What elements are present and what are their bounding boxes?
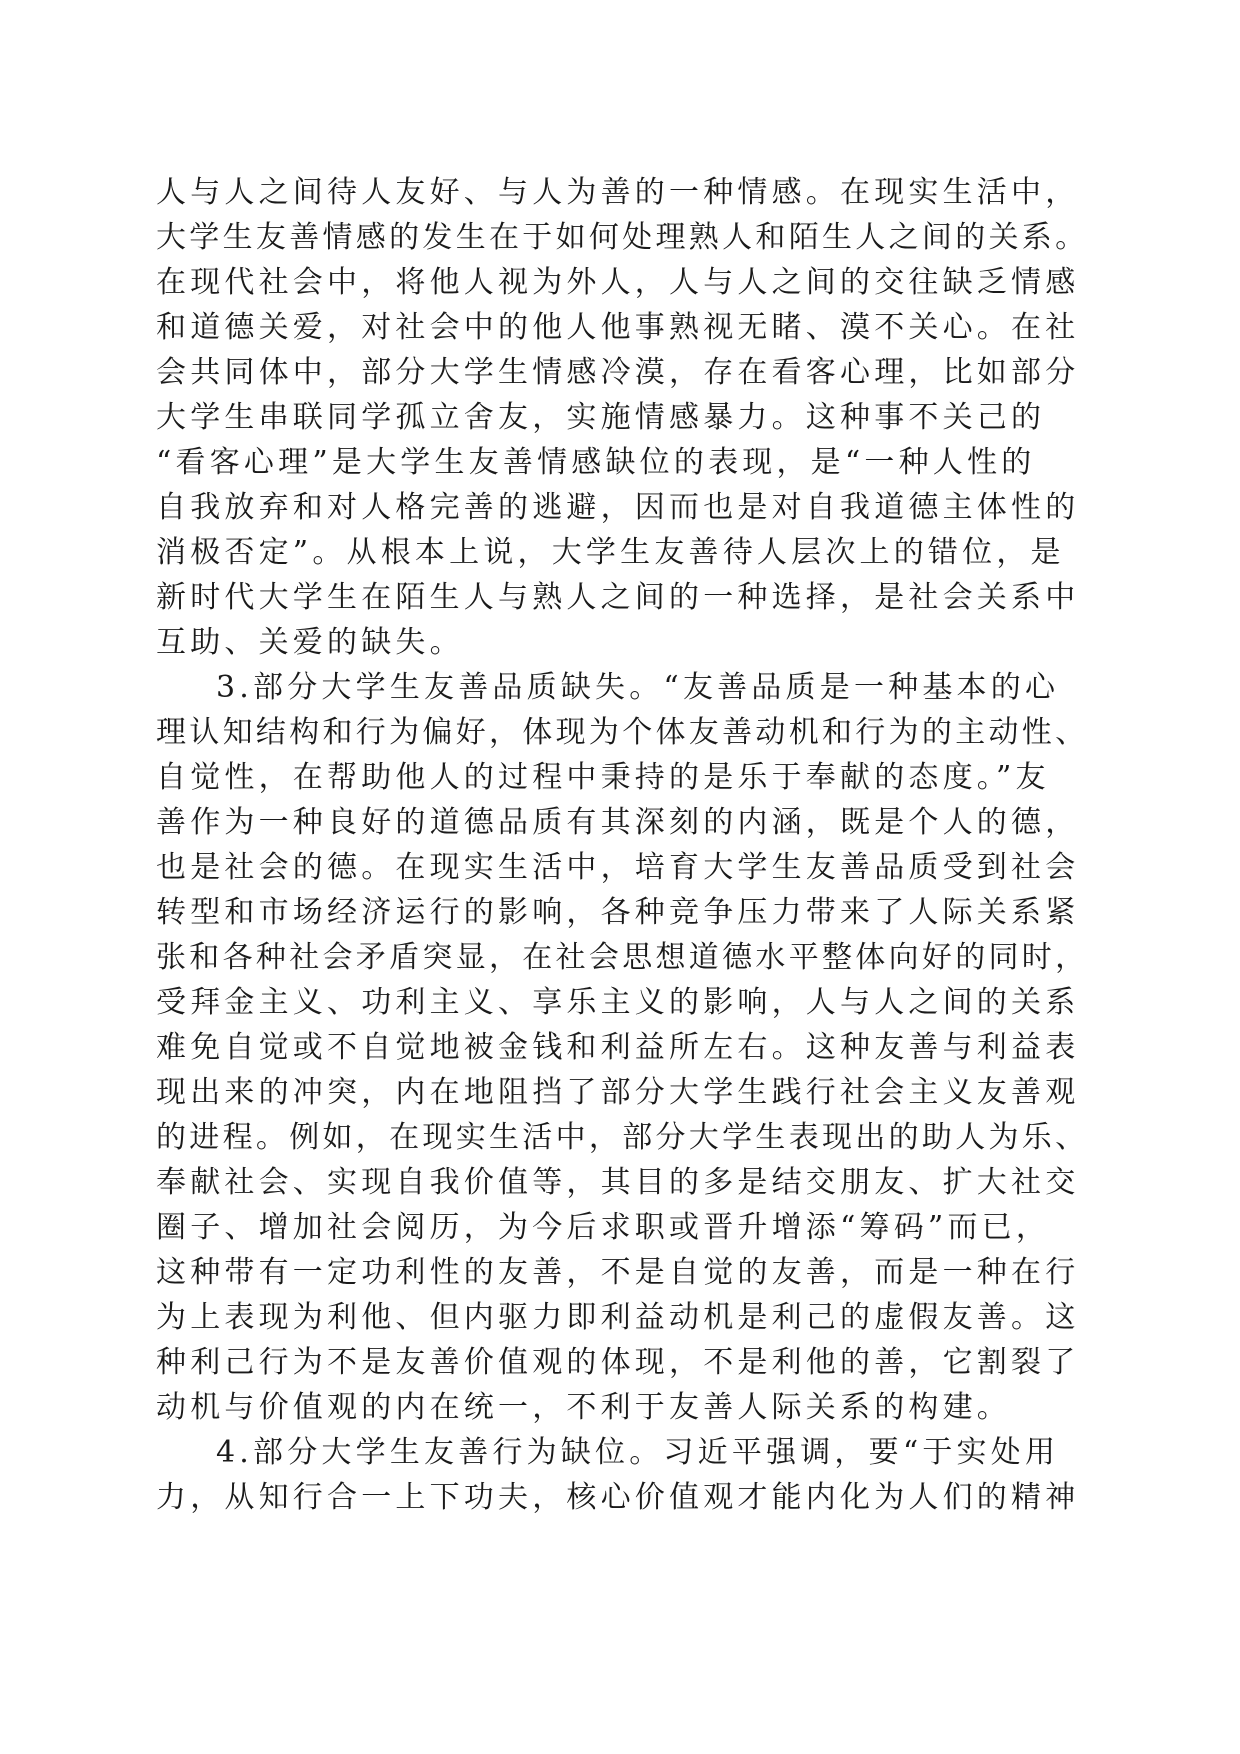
text-line: 力，从知行合一上下功夫，核心价值观才能内化为人们的精神 xyxy=(156,1480,1080,1515)
text-line: 这种带有一定功利性的友善，不是自觉的友善，而是一种在行 xyxy=(156,1255,1080,1290)
text-line: 会共同体中，部分大学生情感冷漠，存在看客心理，比如部分 xyxy=(156,355,1080,390)
text-line: 3.部分大学生友善品质缺失。“友善品质是一种基本的心 xyxy=(216,670,1060,705)
text-line: 大学生友善情感的发生在于如何处理熟人和陌生人之间的关系。 xyxy=(156,220,1089,255)
text-line: 互助、关爱的缺失。 xyxy=(156,625,464,660)
text-line: 也是社会的德。在现实生活中，培育大学生友善品质受到社会 xyxy=(156,850,1080,885)
text-line: 种利己行为不是友善价值观的体现，不是利他的善，它割裂了 xyxy=(156,1345,1080,1380)
text-line: 奉献社会、实现自我价值等，其目的多是结交朋友、扩大社交 xyxy=(156,1165,1080,1200)
text-line: 自我放弃和对人格完善的逃避，因而也是对自我道德主体性的 xyxy=(156,490,1080,525)
text-line: “看客心理”是大学生友善情感缺位的表现，是“一种人性的 xyxy=(156,445,1036,480)
text-line: 受拜金主义、功利主义、享乐主义的影响，人与人之间的关系 xyxy=(156,985,1080,1020)
text-line: 大学生串联同学孤立舍友，实施情感暴力。这种事不关己的 xyxy=(156,400,1046,435)
text-line: 为上表现为利他、但内驱力即利益动机是利己的虚假友善。这 xyxy=(156,1300,1080,1335)
text-line: 转型和市场经济运行的影响，各种竞争压力带来了人际关系紧 xyxy=(156,895,1080,930)
text-line: 人与人之间待人友好、与人为善的一种情感。在现实生活中， xyxy=(156,175,1080,210)
body-text xyxy=(156,170,1089,1520)
text-line: 自觉性，在帮助他人的过程中秉持的是乐于奉献的态度。”友 xyxy=(156,760,1050,795)
text-line: 的进程。例如，在现实生活中，部分大学生表现出的助人为乐、 xyxy=(156,1120,1089,1155)
text-line: 现出来的冲突，内在地阻挡了部分大学生践行社会主义友善观 xyxy=(156,1075,1080,1110)
text-line: 消极否定”。从根本上说，大学生友善待人层次上的错位，是 xyxy=(156,535,1065,570)
text-line: 理认知结构和行为偏好，体现为个体友善动机和行为的主动性、 xyxy=(156,715,1089,750)
text-line: 新时代大学生在陌生人与熟人之间的一种选择，是社会关系中 xyxy=(156,580,1080,615)
text-line: 4.部分大学生友善行为缺位。习近平强调，要“于实处用 xyxy=(216,1435,1060,1470)
text-line: 在现代社会中，将他人视为外人，人与人之间的交往缺乏情感 xyxy=(156,265,1080,300)
text-line: 和道德关爱，对社会中的他人他事熟视无睹、漠不关心。在社 xyxy=(156,310,1080,345)
text-line: 善作为一种良好的道德品质有其深刻的内涵，既是个人的德， xyxy=(156,805,1080,840)
text-line: 难免自觉或不自觉地被金钱和利益所左右。这种友善与利益表 xyxy=(156,1030,1080,1065)
text-line: 圈子、增加社会阅历，为今后求职或晋升增添“筹码”而已， xyxy=(156,1210,1051,1245)
text-line: 张和各种社会矛盾突显，在社会思想道德水平整体向好的同时， xyxy=(156,940,1089,975)
text-line: 动机与价值观的内在统一，不利于友善人际关系的构建。 xyxy=(156,1390,1011,1425)
